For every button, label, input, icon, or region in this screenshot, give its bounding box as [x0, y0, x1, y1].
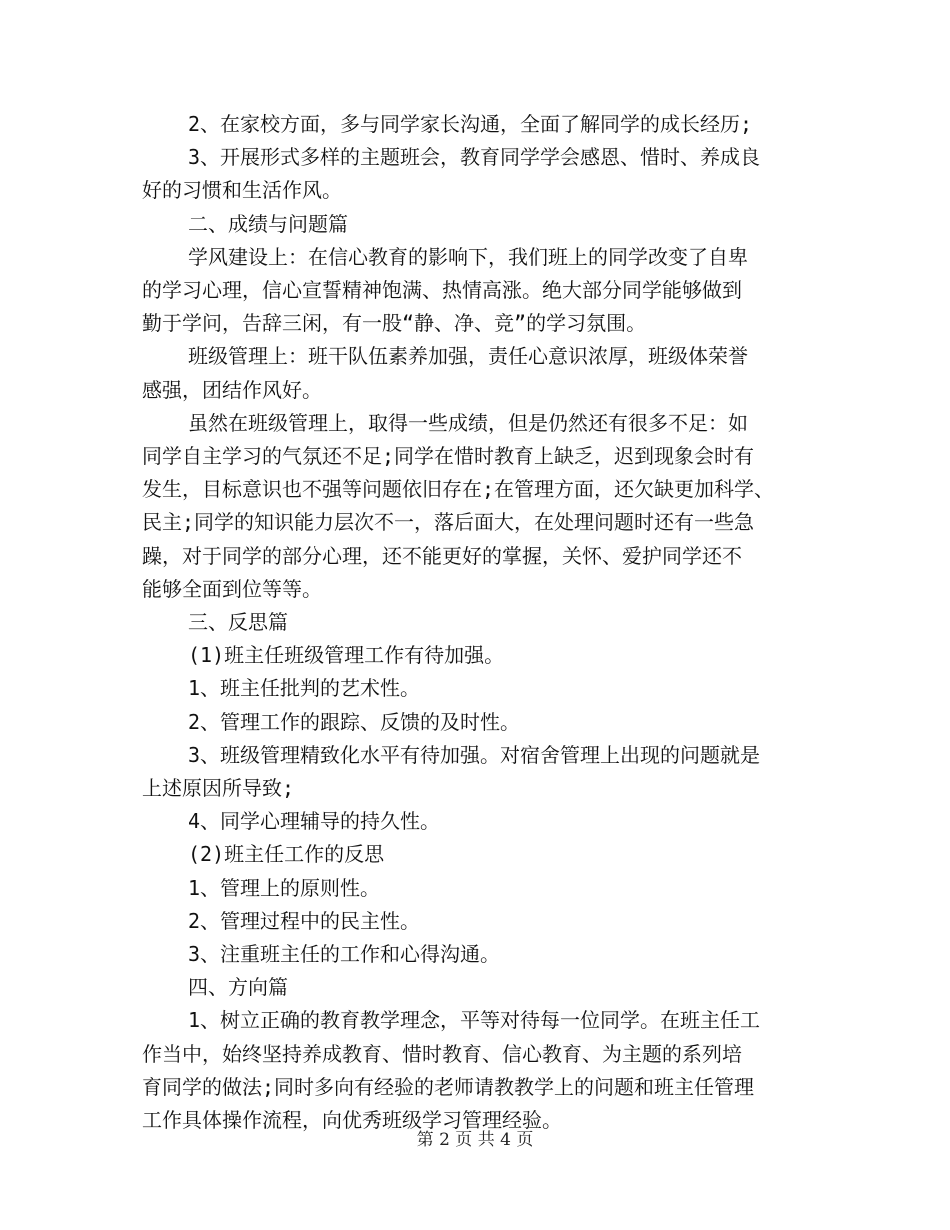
- text-line: (2)班主任工作的反思: [188, 842, 385, 867]
- text-line: 工作具体操作流程，向优秀班级学习管理经验。: [142, 1108, 562, 1133]
- text-line: 班级管理上：班干队伍素养加强，责任心意识浓厚，班级体荣誉: [188, 344, 748, 369]
- text-line: 发生，目标意识也不强等问题依旧存在;在管理方面，还欠缺更加科学、: [142, 477, 775, 502]
- text-line: 3、开展形式多样的主题班会，教育同学学会感恩、惜时、养成良: [188, 145, 761, 170]
- text-line: 好的习惯和生活作风。: [142, 178, 342, 203]
- text-line: 同学自主学习的气氛还不足;同学在惜时教育上缺乏，迟到现象会时有: [142, 444, 755, 469]
- text-line: 2、管理工作的跟踪、反馈的及时性。: [188, 709, 521, 734]
- text-line: 3、注重班主任的工作和心得沟通。: [188, 942, 501, 967]
- text-line: 民主;同学的知识能力层次不一，落后面大，在处理问题时还有一些急: [142, 510, 755, 535]
- document-body: [142, 108, 818, 1137]
- text-line: 的学习心理，信心宣誓精神饱满、热情高涨。绝大部分同学能够做到: [142, 278, 742, 303]
- section-heading: 二、成绩与问题篇: [188, 211, 348, 236]
- section-heading: 三、反思篇: [188, 610, 288, 635]
- text-line: 上述原因所导致;: [142, 776, 295, 801]
- text-line: 3、班级管理精致化水平有待加强。对宿舍管理上出现的问题就是: [188, 742, 761, 767]
- text-line: 2、在家校方面，多与同学家长沟通，全面了解同学的成长经历;: [188, 112, 753, 136]
- text-line: 2、管理过程中的民主性。: [188, 908, 421, 933]
- text-line: 育同学的做法;同时多向有经验的老师请教教学上的问题和班主任管理: [142, 1074, 755, 1099]
- text-line: 1、管理上的原则性。: [188, 875, 381, 900]
- text-line: 勤于学问，告辞三闲，有一股“静、净、竞”的学习氛围。: [142, 311, 647, 336]
- text-line: (1)班主任班级管理工作有待加强。: [188, 643, 505, 668]
- text-line: 能够全面到位等等。: [142, 576, 322, 601]
- page-number-footer: 第 2 页 共 4 页: [416, 1130, 534, 1150]
- text-line: 虽然在班级管理上，取得一些成绩，但是仍然还有很多不足：如: [188, 410, 748, 435]
- text-line: 学风建设上：在信心教育的影响下，我们班上的同学改变了自卑: [188, 244, 748, 269]
- text-line: 1、树立正确的教育教学理念，平等对待每一位同学。在班主任工: [188, 1008, 761, 1033]
- text-line: 躁，对于同学的部分心理，还不能更好的掌握，关怀、爱护同学还不: [142, 543, 742, 568]
- text-line: 4、同学心理辅导的持久性。: [188, 809, 441, 834]
- text-line: 作当中，始终坚持养成教育、惜时教育、信心教育、为主题的系列培: [142, 1041, 742, 1066]
- section-heading: 四、方向篇: [188, 975, 288, 1000]
- text-line: 感强，团结作风好。: [142, 377, 322, 402]
- text-line: 1、班主任批判的艺术性。: [188, 676, 421, 701]
